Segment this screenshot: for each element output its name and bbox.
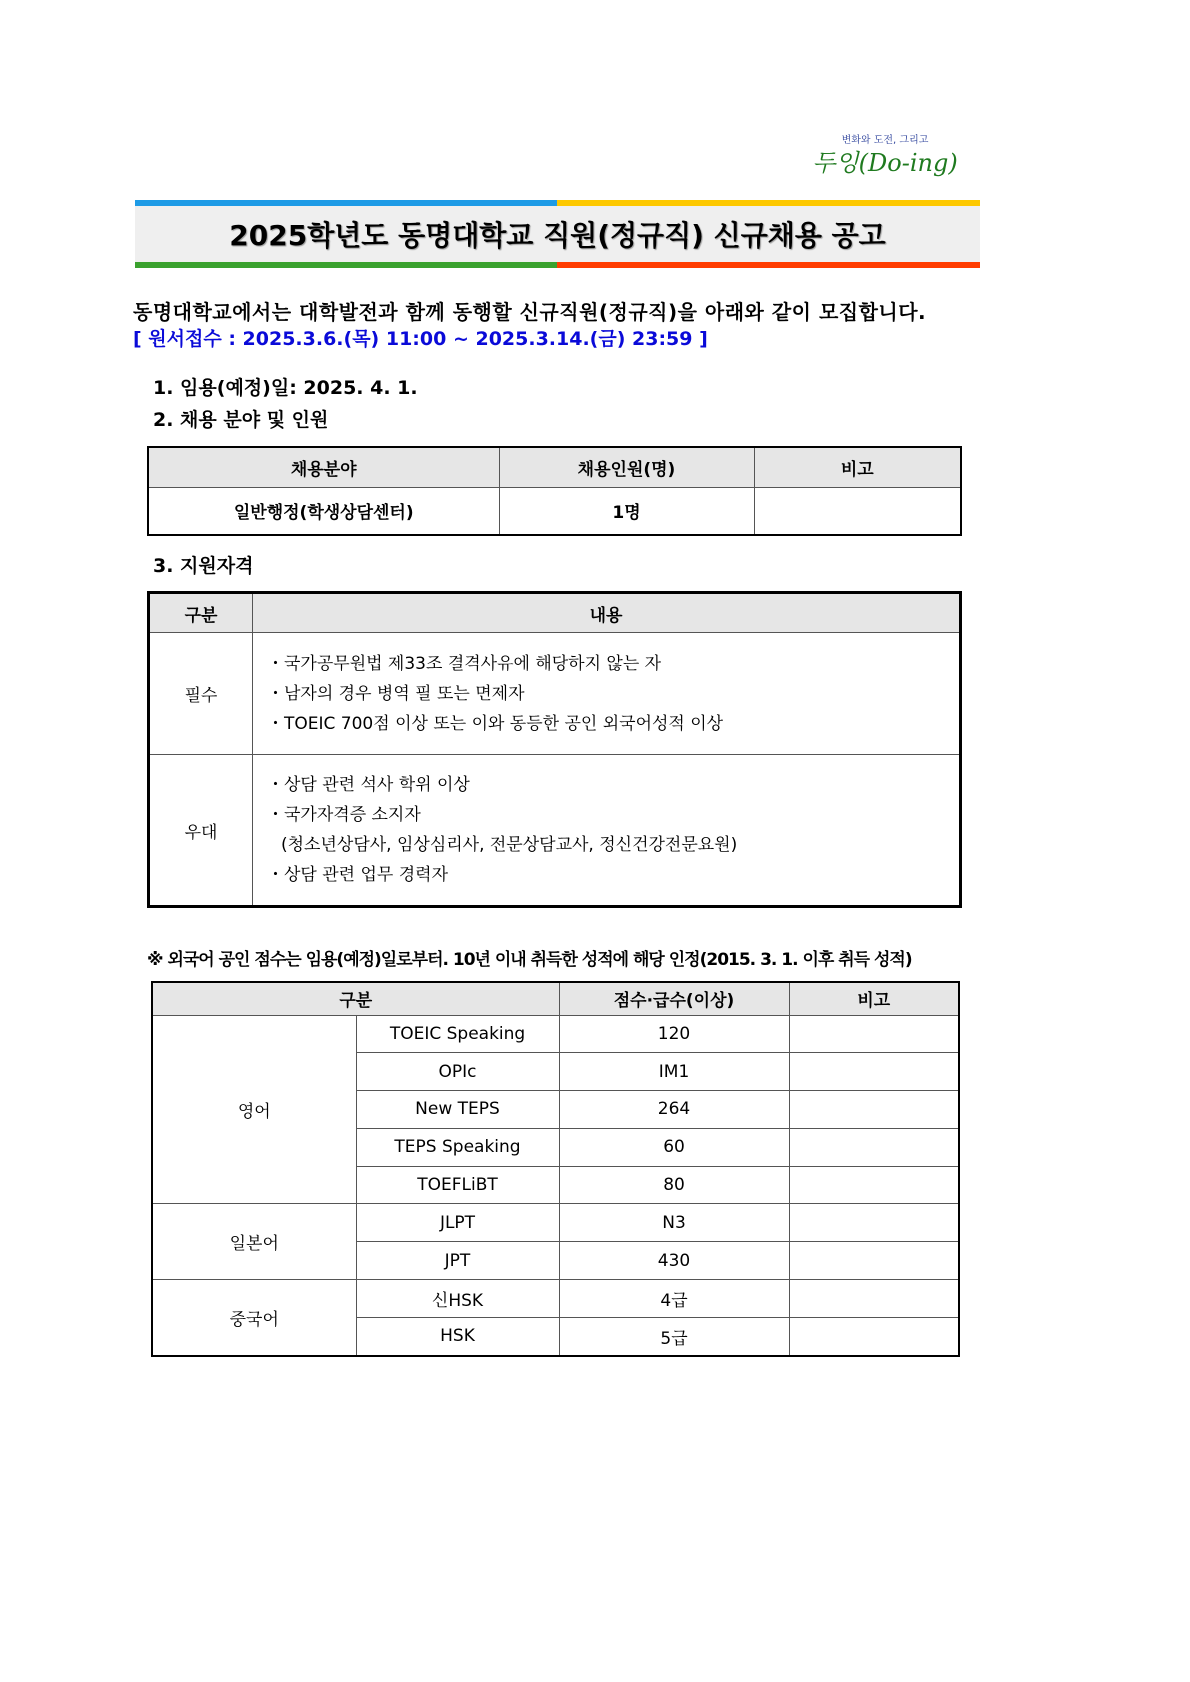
table-row [152, 1204, 959, 1242]
cell-count: 1명 [499, 487, 754, 535]
header-remarks: 비고 [754, 447, 961, 487]
required-content [253, 633, 961, 755]
score-cell: 430 [559, 1242, 789, 1280]
language-cell: 영어 [152, 1015, 356, 1204]
remarks-cell [789, 1204, 959, 1242]
score-cell: IM1 [559, 1053, 789, 1091]
title-bar-bottom-right [557, 262, 980, 268]
list-item: ・남자의 경우 병역 필 또는 면제자 [267, 683, 525, 704]
language-score-note: ※ 외국어 공인 점수는 임용(예정)일로부터. 10년 이내 취득한 성적에 해당 인정(2015. 3. 1. 이후 취득 성적) [147, 950, 912, 970]
test-name-cell: OPIc [356, 1053, 559, 1091]
table-row [149, 755, 961, 907]
table-row [152, 1015, 959, 1053]
university-logo [790, 134, 980, 179]
application-period: [ 원서접수 : 2025.3.6.(목) 11:00 ~ 2025.3.14.(금) 23:59 ] [133, 328, 708, 350]
test-name-cell: HSK [356, 1317, 559, 1355]
remarks-cell [789, 1166, 959, 1204]
positions-table [147, 446, 962, 536]
cell-field: 일반행정(학생상담센터) [148, 487, 499, 535]
header-field: 채용분야 [148, 447, 499, 487]
test-name-cell: TOEIC Speaking [356, 1015, 559, 1053]
header-count: 채용인원(명) [499, 447, 754, 487]
remarks-cell [789, 1015, 959, 1053]
table-row [152, 1280, 959, 1318]
list-item: ・상담 관련 업무 경력자 [267, 865, 449, 885]
logo-slogan: 변화와 도전, 그리고 [841, 135, 929, 146]
score-cell: 4급 [559, 1280, 789, 1318]
language-cell: 중국어 [152, 1280, 356, 1356]
score-cell: 60 [559, 1128, 789, 1166]
header-content: 내용 [253, 593, 961, 633]
score-cell: 120 [559, 1015, 789, 1053]
header-category: 구분 [152, 982, 559, 1015]
category-preferred: 우대 [149, 755, 253, 907]
score-cell: N3 [559, 1204, 789, 1242]
remarks-cell [789, 1053, 959, 1091]
section-1-start-date: 1. 임용(예정)일: 2025. 4. 1. [153, 377, 418, 399]
section-2-heading: 2. 채용 분야 및 인원 [153, 409, 329, 431]
list-item: ・국가자격증 소지자 [267, 805, 421, 825]
list-item: (청소년상담사, 임상심리사, 전문상담교사, 정신건강전문요원) [281, 835, 738, 855]
header-remarks: 비고 [789, 982, 959, 1015]
remarks-cell [789, 1280, 959, 1318]
category-required: 필수 [149, 633, 253, 755]
remarks-cell [789, 1317, 959, 1355]
test-name-cell: 신HSK [356, 1280, 559, 1318]
score-cell: 80 [559, 1166, 789, 1204]
test-name-cell: JPT [356, 1242, 559, 1280]
remarks-cell [789, 1242, 959, 1280]
test-name-cell: JLPT [356, 1204, 559, 1242]
intro-text: 동명대학교에서는 대학발전과 함께 동행할 신규직원(정규직)을 아래와 같이 모집합니다. [133, 300, 927, 324]
score-cell: 5급 [559, 1317, 789, 1355]
remarks-cell [789, 1128, 959, 1166]
page-title: 2025학년도 동명대학교 직원(정규직) 신규채용 공고 [135, 206, 980, 262]
language-cell: 일본어 [152, 1204, 356, 1280]
score-cell: 264 [559, 1091, 789, 1129]
language-scores-table [151, 981, 960, 1357]
test-name-cell: New TEPS [356, 1091, 559, 1129]
list-item: ・국가공무원법 제33조 결격사유에 해당하지 않는 자 [267, 653, 662, 674]
list-item: ・TOEIC 700점 이상 또는 이와 동등한 공인 외국어성적 이상 [267, 713, 724, 734]
logo-brand: 두잉(Do-ing) [812, 149, 958, 177]
remarks-cell [789, 1091, 959, 1129]
table-row [149, 633, 961, 755]
title-bar-bottom-left [135, 262, 557, 268]
cell-remarks [754, 487, 961, 535]
test-name-cell: TEPS Speaking [356, 1128, 559, 1166]
qualifications-table [147, 591, 962, 908]
header-category: 구분 [149, 593, 253, 633]
preferred-content [253, 755, 961, 907]
test-name-cell: TOEFLiBT [356, 1166, 559, 1204]
list-item: ・상담 관련 석사 학위 이상 [267, 775, 470, 795]
header-score: 점수·급수(이상) [559, 982, 789, 1015]
section-3-heading: 3. 지원자격 [153, 555, 254, 577]
